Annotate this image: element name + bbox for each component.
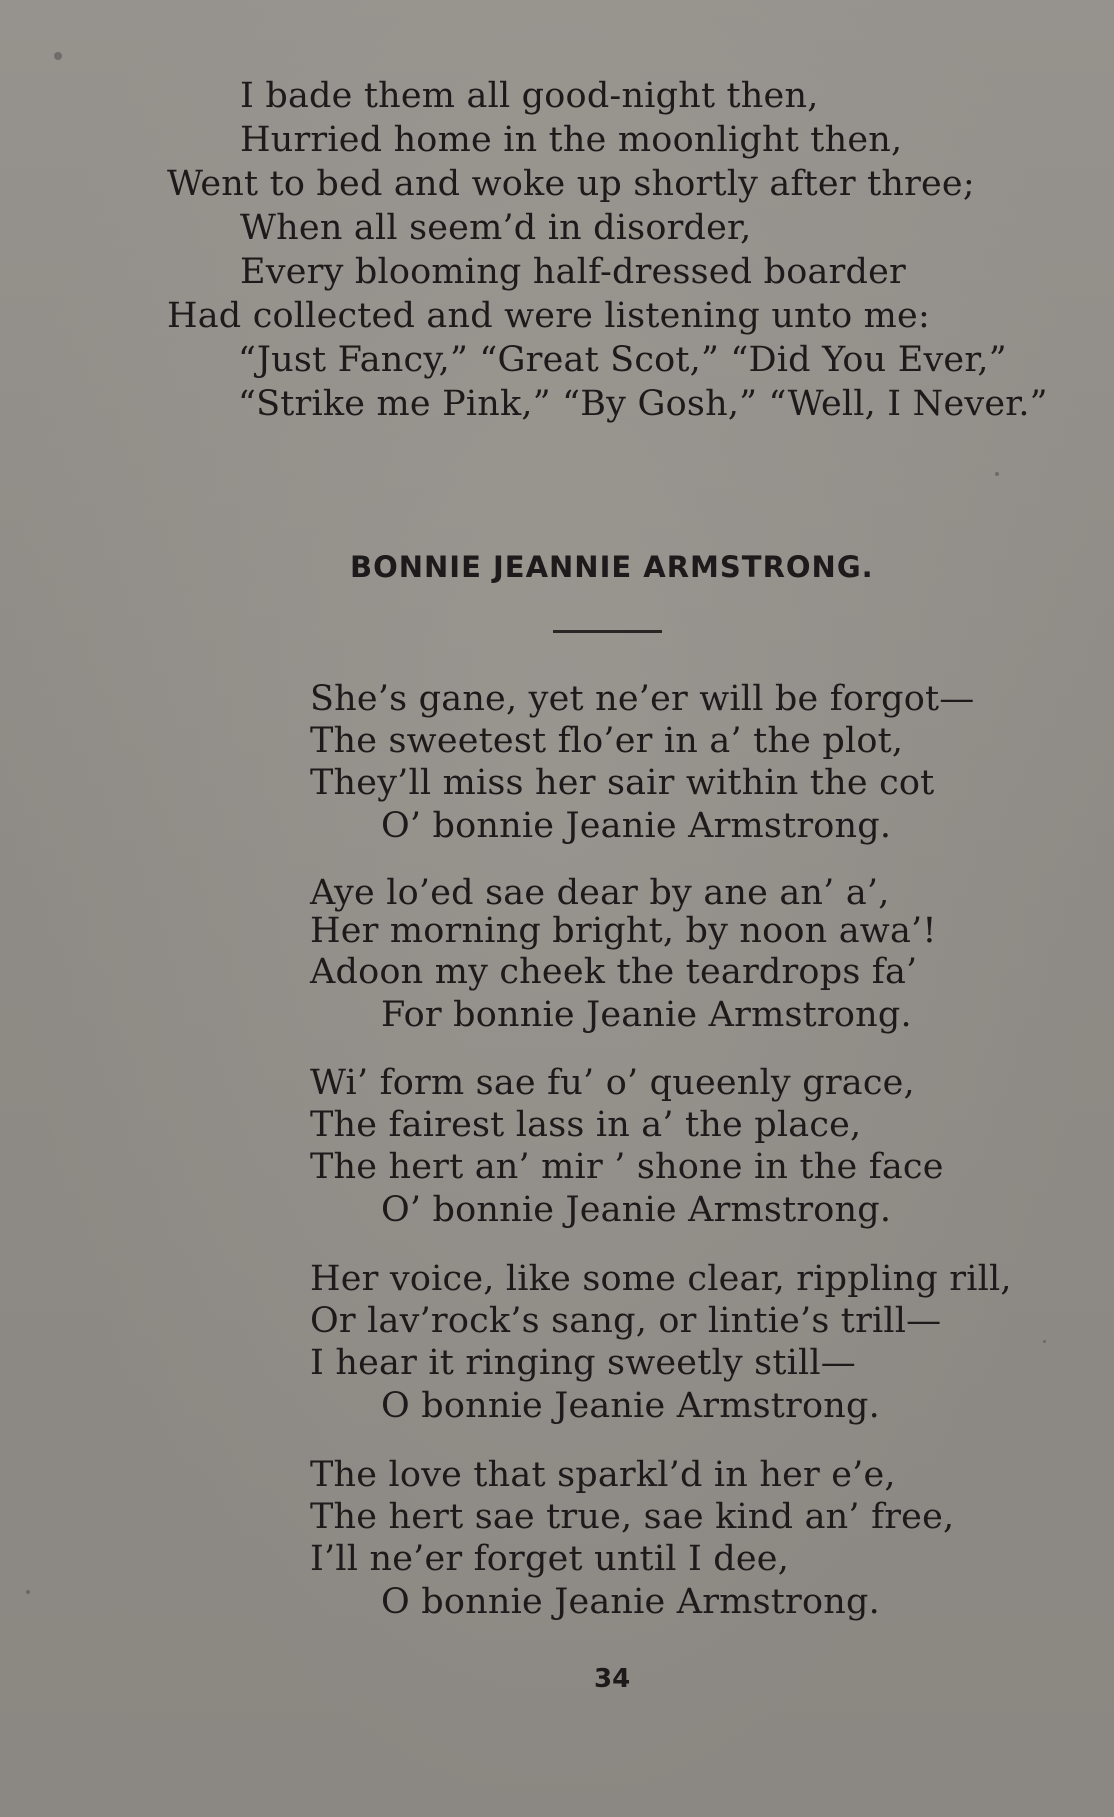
stanza-refrain: O’ bonnie Jeanie Armstrong. [381, 1190, 892, 1230]
stanza-line: The hert sae true, sae kind an’ free, [310, 1497, 955, 1537]
stanza-line: Adoon my cheek the teardrops fa’ [310, 952, 918, 992]
stanza-line: I’ll ne’er forget until I dee, [310, 1539, 790, 1579]
stanza-refrain: For bonnie Jeanie Armstrong. [381, 995, 912, 1035]
previous-poem-line: Hurried home in the moonlight then, [240, 120, 903, 160]
paper-speck [1043, 1340, 1046, 1343]
previous-poem-line: I bade them all good-night then, [240, 76, 819, 116]
page-number: 34 [594, 1664, 631, 1694]
stanza-line: Her voice, like some clear, rippling rill, [310, 1259, 1012, 1299]
paper-speck [54, 52, 62, 60]
stanza-line: Wi’ form sae fu’ o’ queenly grace, [310, 1063, 915, 1103]
stanza-line: She’s gane, yet ne’er will be forgot— [310, 679, 975, 719]
stanza-refrain: O bonnie Jeanie Armstrong. [381, 1582, 880, 1622]
stanza-line: I hear it ringing sweetly still— [310, 1343, 856, 1383]
previous-poem-line: Went to bed and woke up shortly after three; [167, 164, 975, 204]
stanza-line: The fairest lass in a’ the place, [310, 1105, 862, 1145]
stanza-line: They’ll miss her sair within the cot [310, 763, 935, 803]
poem-title: BONNIE JEANNIE ARMSTRONG. [350, 550, 874, 584]
stanza-line: The hert an’ mir ’ shone in the face [310, 1147, 944, 1187]
stanza-line: Her morning bright, by noon awa’! [310, 911, 937, 951]
title-divider [553, 630, 662, 633]
stanza-refrain: O bonnie Jeanie Armstrong. [381, 1386, 880, 1426]
previous-poem-line: Every blooming half-dressed boarder [240, 252, 906, 292]
stanza-line: The sweetest flo’er in a’ the plot, [310, 721, 904, 761]
previous-poem-line: When all seem’d in disorder, [240, 208, 752, 248]
stanza-refrain: O’ bonnie Jeanie Armstrong. [381, 806, 892, 846]
previous-poem-line: “Strike me Pink,” “By Gosh,” “Well, I Never.” [238, 384, 1048, 424]
stanza-line: Aye lo’ed sae dear by ane an’ a’, [310, 873, 890, 913]
stanza-line: Or lav’rock’s sang, or lintie’s trill— [310, 1301, 942, 1341]
paper-speck [26, 1590, 30, 1594]
paper-speck [995, 472, 999, 476]
stanza-line: The love that sparkl’d in her e’e, [310, 1455, 896, 1495]
previous-poem-line: Had collected and were listening unto me: [167, 296, 930, 336]
previous-poem-line: “Just Fancy,” “Great Scot,” “Did You Ever,” [238, 340, 1007, 380]
